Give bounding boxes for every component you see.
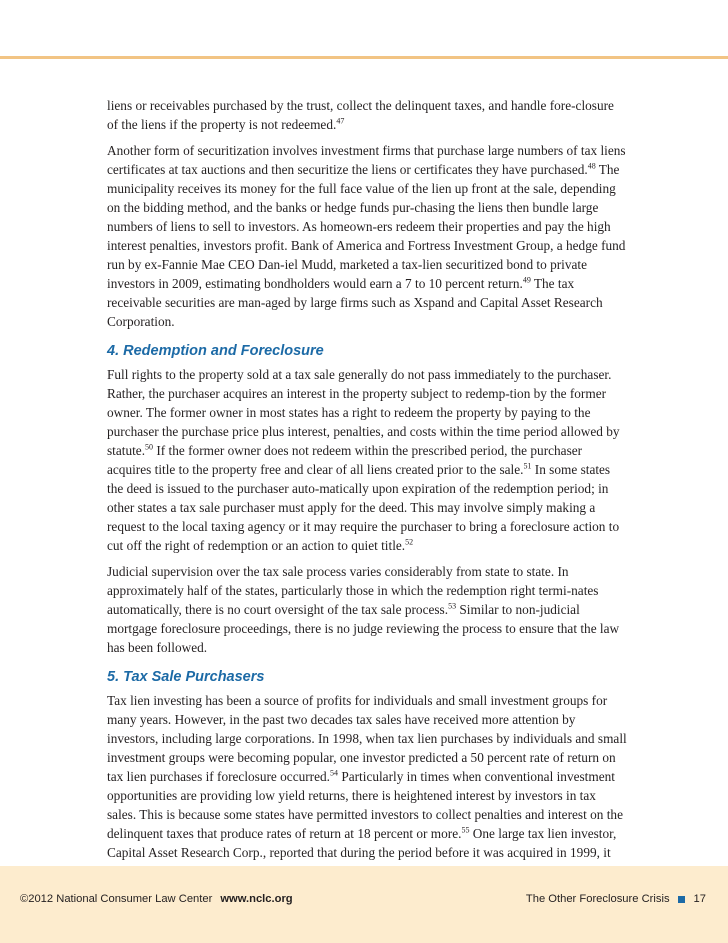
page-number: 17	[693, 893, 706, 905]
top-rule	[0, 56, 728, 59]
footnote-ref[interactable]: 53	[448, 601, 457, 611]
footer-doc-title: The Other Foreclosure Crisis	[525, 893, 670, 905]
paragraph-purchasers: Tax lien investing has been a source of profits for individuals and small investment groups for many years. However, in the past two decades tax sales have received more attention by investors, including large corporations. In 1998, when tax lien purchases by individuals and small investment groups were becoming popular, one investor predicted a 50 percent rate of return on tax lien purchases if foreclosure occurred.$^{54}$ Particularly in times when conventional investment opportunities are providing low yield returns, there is heightened interest by investors in tax sales. This is because some states have permitted investors to collect penalties and interest on the delinquent taxes that produce rates of return at 18 percent or more.$^{55}$ One large tax lien investor, Capital Asset Research Corp., reported that during the period before it was acquired in 1999, it	[107, 693, 627, 860]
paragraph-securitization-firms: Another form of securitization involves investment firms that purchase large numbers of tax liens certificates at tax auctions and then securitize the liens or certificates they have purchased.$^{48}$ The municipality receives its money for the full face value of the lien up front at the sale, depending on the bidding method, and the banks or hedge funds pur-chasing the liens then bundle large numbers of liens to sell to investors. As homeown-ers redeem their properties and pay the high interest penalties, investors profit. Bank of America and Fortress Investment Group, a hedge fund run by ex-Fannie Mae CEO Dan-iel Mudd, marketed a tax-lien securitized bond to private investors in 2009, estimating bondholders would earn a 7 to 10 percent return.$^{49}$ The tax receivable securities are man-aged by large firms such as Xspand and Capital Asset Research Corporation.	[107, 143, 626, 329]
paragraph-securitization-continued: liens or receivables purchased by the trust, collect the delinquent taxes, and handle fore-closure of the liens if the property is not redeemed.$^{47}$	[107, 98, 614, 132]
footnote-ref[interactable]: 50	[145, 442, 154, 452]
footnote-ref[interactable]: 51	[523, 461, 532, 471]
footer-left	[20, 893, 293, 905]
section-heading-purchasers: 5. Tax Sale Purchasers	[107, 669, 265, 685]
footer-copyright: ©2012 National Consumer Law Center	[20, 893, 213, 905]
footer-url-link[interactable]: www.nclc.org	[220, 893, 293, 905]
footnote-ref[interactable]: 47	[336, 116, 345, 126]
footnote-ref[interactable]: 54	[330, 768, 338, 778]
footnote-ref[interactable]: 55	[461, 825, 470, 835]
footnote-ref[interactable]: 48	[587, 161, 596, 171]
main-content	[107, 96, 628, 888]
paragraph-judicial-supervision: Judicial supervision over the tax sale process varies considerably from state to state. In approximately half of the states, particularly those in which the redemption right termi-nates automatically, there is no court oversight of the tax sale process.$^{53}$ Similar to non-judicial mortgage foreclosure proceedings, there is no judge reviewing the process to ensure that the law has been followed.	[107, 564, 620, 655]
page-footer	[0, 866, 728, 943]
footnote-ref[interactable]: 52	[405, 537, 414, 547]
footer-right	[526, 893, 706, 905]
square-bullet-icon	[678, 896, 685, 903]
paragraph-redemption: Full rights to the property sold at a tax sale generally do not pass immediately to the purchaser. Rather, the purchaser acquires an interest in the property subject to redemp-tion by the former owner. The former owner in most states has a right to redeem the property by paying to the purchaser the purchase price plus interest, penalties, and costs within the time period allowed by statute.$^{50}$ If the former owner does not redeem within the prescribed period, the purchaser acquires title to the property free and clear of all liens created prior to the sale.$^{51}$ In some states the deed is issued to the purchaser auto-matically upon expiration of the redemption period; in other states a tax sale purchaser must apply for the deed. This may involve simply making a request to the local taxing agency or it may require the purchaser to bring a foreclosure action to cut off the right of redemption or an action to quiet title.$^{52}$	[107, 367, 620, 553]
section-heading-redemption: 4. Redemption and Foreclosure	[107, 343, 324, 359]
footnote-ref[interactable]: 49	[522, 275, 531, 285]
